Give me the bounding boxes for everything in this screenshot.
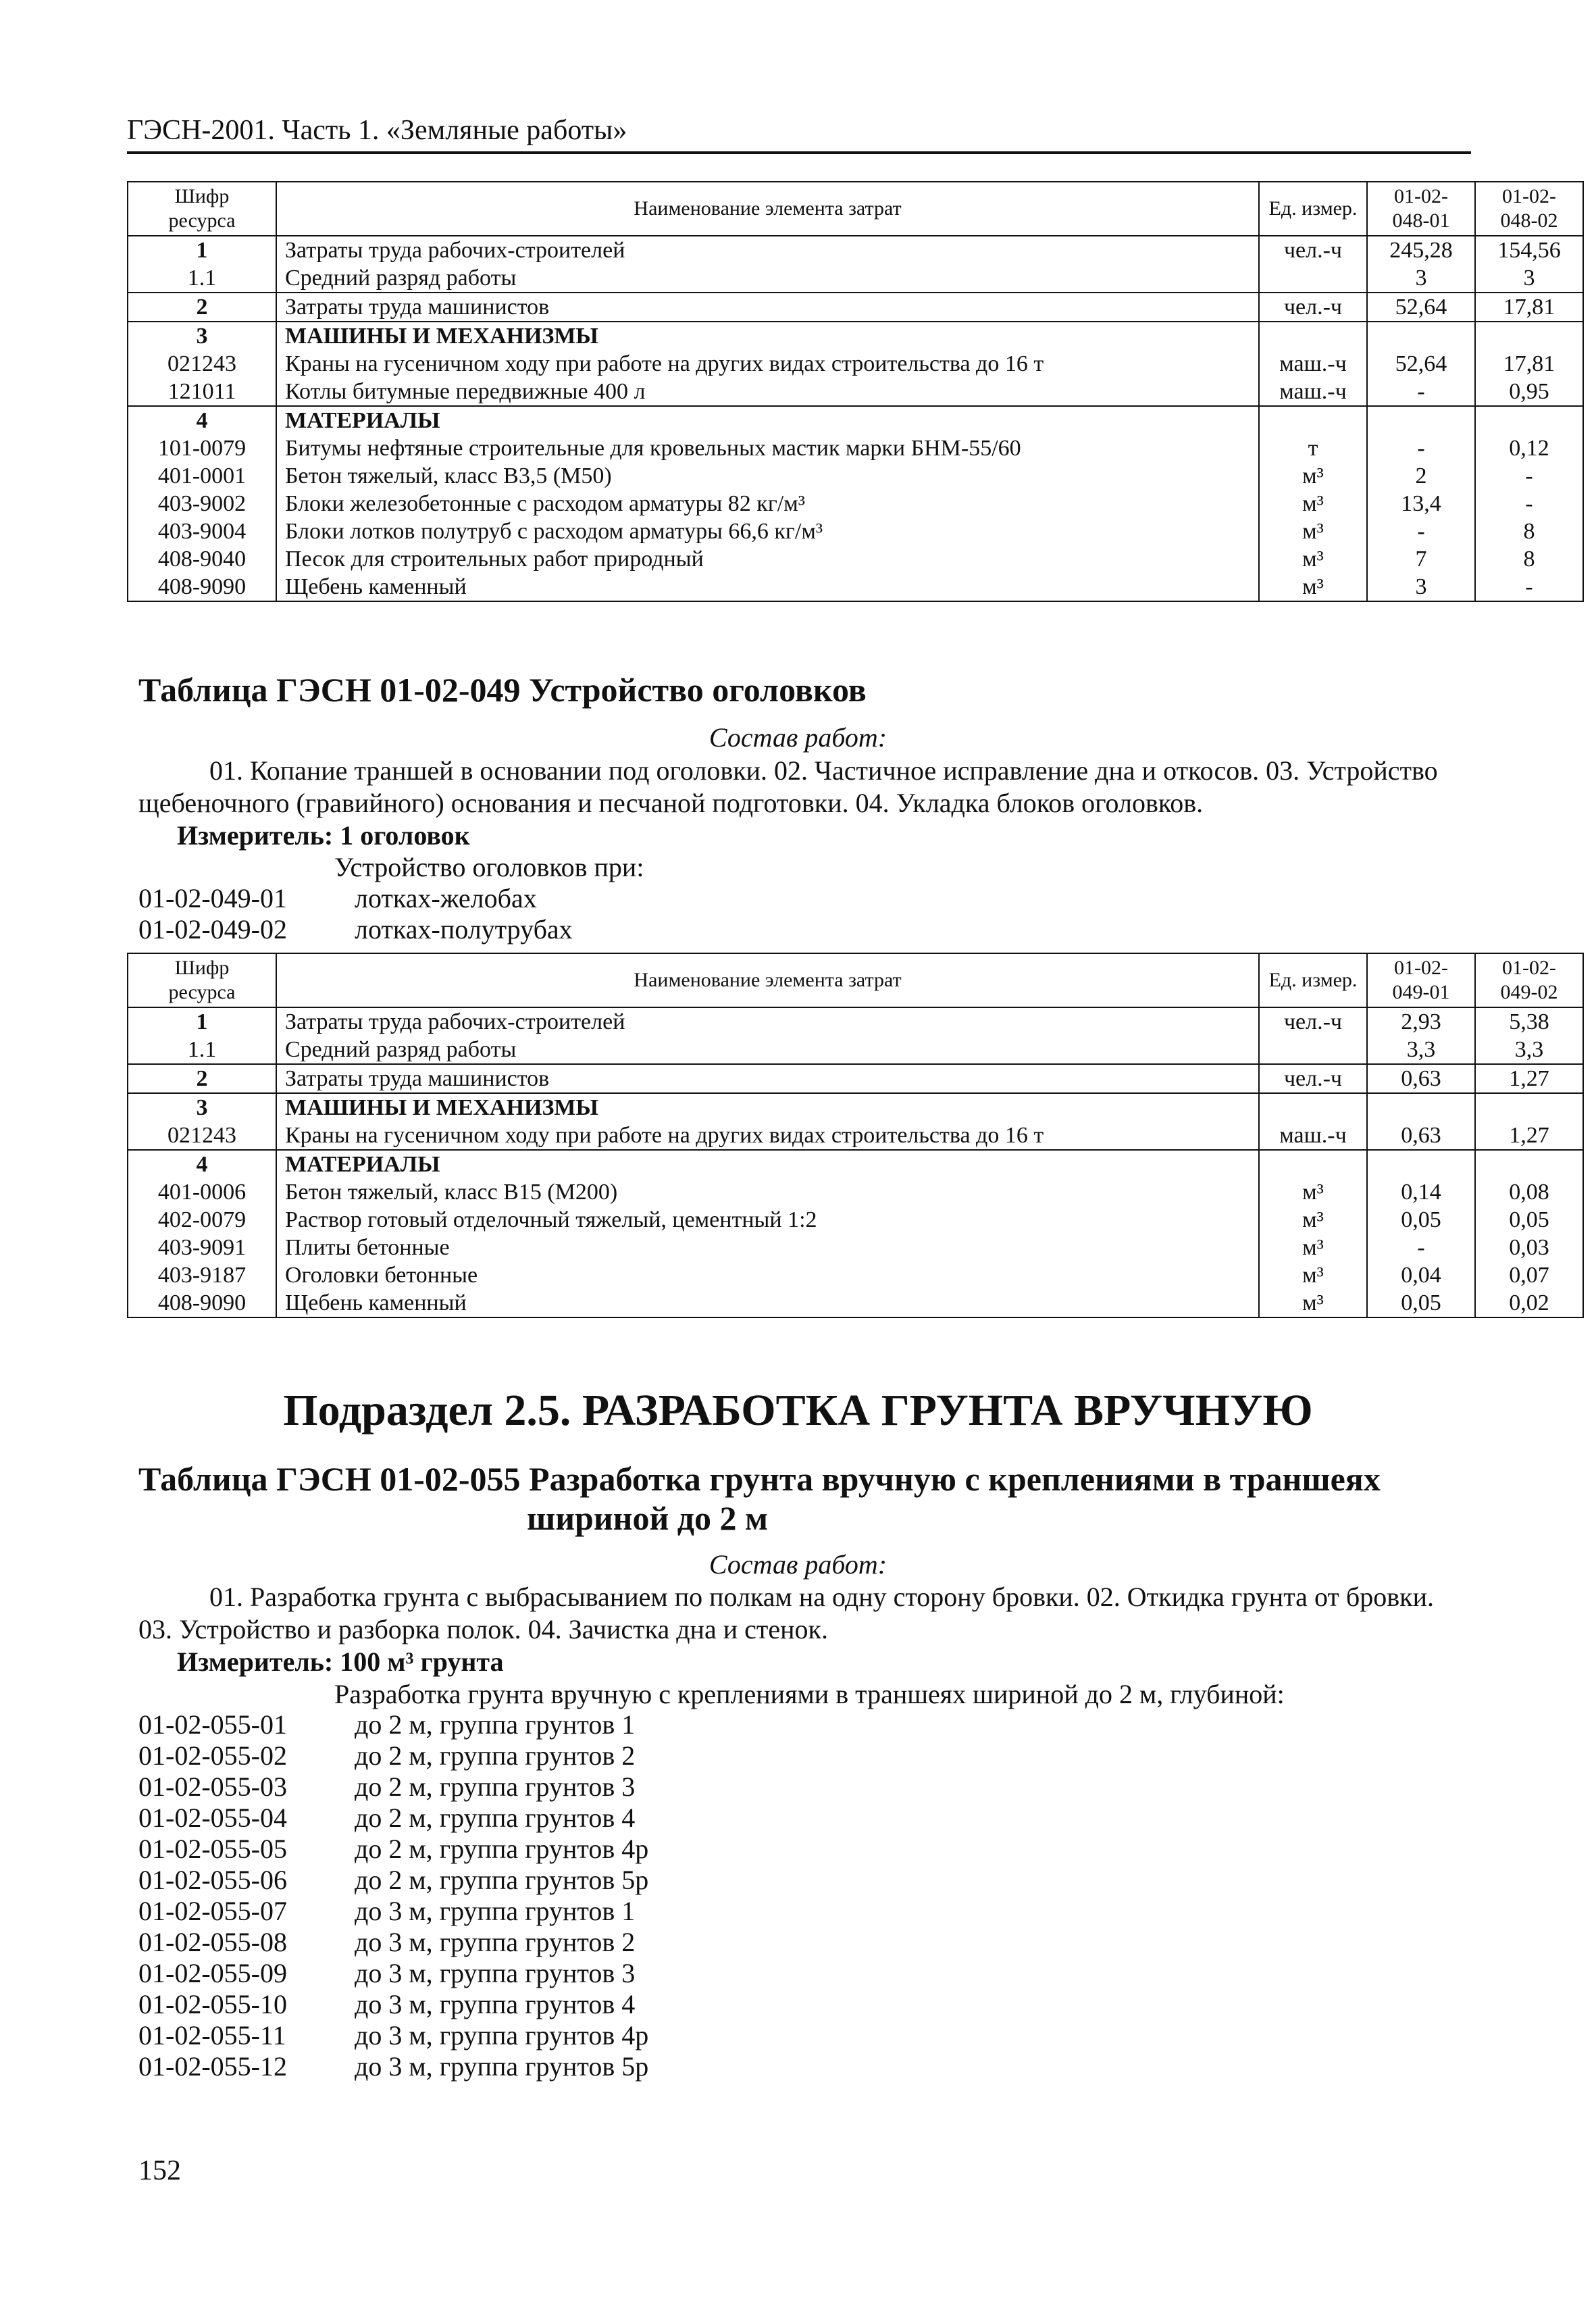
variant-text: до 3 м, группа грунтов 4 [355,1989,636,2019]
value-col2: - [1475,573,1583,601]
resource-unit: м³ [1259,518,1367,545]
running-header: ГЭСН-2001. Часть 1. «Земляные работы» [127,114,1471,154]
value-col1 [1367,1093,1475,1122]
variant-text: до 2 м, группа грунтов 5р [355,1865,649,1895]
resource-code: 408-9040 [128,545,276,573]
value-col2: 1,27 [1475,1122,1583,1150]
variant-text: до 2 м, группа грунтов 3 [355,1771,636,1802]
value-col1 [1367,1150,1475,1178]
header-unit: Ед. измер. [1259,953,1367,1007]
table-row [128,518,1583,545]
variant-row [0,1803,1596,1834]
variant-text: до 3 м, группа грунтов 1 [355,1896,636,1926]
header-unit: Ед. измер. [1259,182,1367,236]
header-col1: 01-02- 048-01 [1367,182,1475,236]
resource-code: 403-9091 [128,1234,276,1261]
table-row [128,573,1583,601]
resource-code: 2 [128,1064,276,1093]
composition-text-line1: 01. Копание траншей в основании под оголовки. 02. Частичное исправление дна и откосов. 03. Устройство [209,755,1438,786]
resource-unit: м³ [1259,1206,1367,1234]
meter-label: Измеритель: 1 оголовок [177,820,470,851]
table-row [128,1150,1583,1178]
table-row [128,1064,1583,1093]
resource-unit: м³ [1259,1261,1367,1289]
resource-unit: чел.-ч [1259,293,1367,322]
table-header-row [128,953,1583,1007]
value-col2 [1475,406,1583,434]
resource-unit: м³ [1259,490,1367,518]
table-row [128,350,1583,378]
value-col2 [1475,1093,1583,1122]
value-col1: 0,05 [1367,1289,1475,1317]
resource-name: Затраты труда машинистов [276,1064,1259,1093]
variant-code: 01-02-055-01 [138,1709,287,1740]
resource-code: 021243 [128,1122,276,1150]
resource-name: Средний разряд работы [276,264,1259,293]
resource-code: 402-0079 [128,1206,276,1234]
variant-text: лотках-полутрубах [355,914,573,945]
value-col2: 3,3 [1475,1036,1583,1064]
variant-row [0,2020,1596,2051]
variant-code: 01-02-055-10 [138,1989,287,2019]
resource-name: Плиты бетонные [276,1234,1259,1261]
table-row [128,1178,1583,1206]
variant-code: 01-02-055-09 [138,1958,287,1988]
table-row [128,378,1583,406]
value-col1: 245,28 [1367,236,1475,264]
resource-name: Средний разряд работы [276,1036,1259,1064]
variant-text: до 2 м, группа грунтов 2 [355,1740,636,1771]
variants-prefix: Устройство оголовков при: [334,852,644,882]
variant-code: 01-02-055-04 [138,1803,287,1833]
value-col1: 3 [1367,264,1475,293]
variant-code: 01-02-055-05 [138,1834,287,1864]
variant-code: 01-02-055-11 [138,2020,286,2051]
resource-unit: чел.-ч [1259,1007,1367,1036]
resource-name: Бетон тяжелый, класс В15 (М200) [276,1178,1259,1206]
value-col1: 7 [1367,545,1475,573]
value-col2: 0,95 [1475,378,1583,406]
header-col2: 01-02- 048-02 [1475,182,1583,236]
table-049-title: Таблица ГЭСН 01-02-049 Устройство оголовков [138,671,867,709]
resource-code: 4 [128,406,276,434]
value-col1: 0,63 [1367,1122,1475,1150]
variant-code: 01-02-049-01 [138,883,287,913]
resource-code: 1 [128,1007,276,1036]
variant-text: до 2 м, группа грунтов 1 [355,1709,636,1740]
table-row [128,406,1583,434]
resource-unit [1259,1150,1367,1178]
resource-name: МАТЕРИАЛЫ [276,406,1259,434]
value-col1: 0,14 [1367,1178,1475,1206]
header-code: Шифр ресурса [128,182,276,236]
variant-text: до 2 м, группа грунтов 4 [355,1803,636,1833]
variant-row [0,1958,1596,1989]
resource-unit [1259,1036,1367,1064]
value-col1: - [1367,434,1475,462]
variant-row [0,1927,1596,1958]
value-col2: 0,02 [1475,1289,1583,1317]
table-row [128,236,1583,264]
header-col1: 01-02- 049-01 [1367,953,1475,1007]
table-row [128,1093,1583,1122]
resource-name: Щебень каменный [276,1289,1259,1317]
resource-name: Котлы битумные передвижные 400 л [276,378,1259,406]
variant-code: 01-02-055-03 [138,1771,287,1802]
variant-row [0,1834,1596,1865]
resource-unit [1259,1093,1367,1122]
resource-name: Битумы нефтяные строительные для кровельных мастик марки БНМ-55/60 [276,434,1259,462]
header-name: Наименование элемента затрат [276,182,1259,236]
table-055-title-line2: шириной до 2 м [527,1499,769,1537]
value-col1: 3,3 [1367,1036,1475,1064]
resource-name: Оголовки бетонные [276,1261,1259,1289]
resource-unit: чел.-ч [1259,236,1367,264]
variant-text: до 3 м, группа грунтов 4р [355,2020,649,2051]
header-code: Шифр ресурса [128,953,276,1007]
table-row [128,1206,1583,1234]
table-header-row [128,182,1583,236]
resource-code: 401-0001 [128,462,276,490]
resource-name: Песок для строительных работ природный [276,545,1259,573]
value-col2: 17,81 [1475,293,1583,322]
value-col2: 3 [1475,264,1583,293]
variant-row [0,1896,1596,1927]
subsection-title: Подраздел 2.5. РАЗРАБОТКА ГРУНТА ВРУЧНУЮ [283,1386,1313,1435]
variant-code: 01-02-055-07 [138,1896,287,1926]
value-col2: 8 [1475,545,1583,573]
resource-name: Затраты труда машинистов [276,293,1259,322]
value-col2: 17,81 [1475,350,1583,378]
value-col1 [1367,322,1475,350]
table-row [128,1122,1583,1150]
value-col2: 5,38 [1475,1007,1583,1036]
resource-unit [1259,406,1367,434]
value-col2: 0,05 [1475,1206,1583,1234]
value-col1: 2 [1367,462,1475,490]
header-name: Наименование элемента затрат [276,953,1259,1007]
page-number: 152 [138,2155,181,2186]
resource-unit: маш.-ч [1259,350,1367,378]
resource-name: МАТЕРИАЛЫ [276,1150,1259,1178]
resource-code: 1 [128,236,276,264]
variant-row [0,1865,1596,1896]
variant-row [0,1771,1596,1803]
composition-text-line1: 01. Разработка грунта с выбрасыванием по полкам на одну сторону бровки. 02. Откидка грунта от бровки. [209,1582,1434,1612]
resource-code: 3 [128,1093,276,1122]
value-col2: 1,27 [1475,1064,1583,1093]
resource-unit: т [1259,434,1367,462]
header-col2: 01-02- 049-02 [1475,953,1583,1007]
table-row [128,434,1583,462]
value-col2: 0,08 [1475,1178,1583,1206]
resource-unit: маш.-ч [1259,378,1367,406]
resource-unit: м³ [1259,1178,1367,1206]
value-col2 [1475,322,1583,350]
table-row [128,1261,1583,1289]
value-col1 [1367,406,1475,434]
resource-name: Бетон тяжелый, класс В3,5 (М50) [276,462,1259,490]
composition-text-line2: щебеночного (гравийного) основания и песчаной подготовки. 04. Укладка блоков оголовков. [138,788,1204,818]
variants-prefix: Разработка грунта вручную с креплениями в траншеях шириной до 2 м, глубиной: [334,1679,1285,1709]
resource-unit: чел.-ч [1259,1064,1367,1093]
variant-row [0,1989,1596,2020]
resource-code: 403-9002 [128,490,276,518]
resource-code: 1.1 [128,264,276,293]
resource-name: Краны на гусеничном ходу при работе на других видах строительства до 16 т [276,350,1259,378]
value-col2: 0,03 [1475,1234,1583,1261]
resource-code: 1.1 [128,1036,276,1064]
value-col2: - [1475,490,1583,518]
resource-code: 401-0006 [128,1178,276,1206]
value-col2: 0,12 [1475,434,1583,462]
resource-unit: маш.-ч [1259,1122,1367,1150]
resource-table-049 [127,953,1584,1318]
value-col1: - [1367,1234,1475,1261]
value-col1: 52,64 [1367,293,1475,322]
value-col2: - [1475,462,1583,490]
value-col1: 0,04 [1367,1261,1475,1289]
composition-label: Состав работ: [709,1549,887,1580]
meter-label: Измеритель: 100 м³ грунта [177,1646,504,1677]
resource-table-048 [127,181,1584,602]
resource-code: 021243 [128,350,276,378]
variant-row [0,914,1596,945]
resource-code: 408-9090 [128,573,276,601]
variant-text: до 3 м, группа грунтов 5р [355,2051,649,2082]
table-row [128,1036,1583,1064]
value-col2: 8 [1475,518,1583,545]
table-row [128,490,1583,518]
resource-unit: м³ [1259,573,1367,601]
value-col2: 0,07 [1475,1261,1583,1289]
variant-code: 01-02-055-06 [138,1865,287,1895]
value-col1: 0,63 [1367,1064,1475,1093]
resource-code: 101-0079 [128,434,276,462]
variant-row [0,2051,1596,2082]
variant-code: 01-02-049-02 [138,914,287,945]
table-row [128,1289,1583,1317]
resource-name: Краны на гусеничном ходу при работе на других видах строительства до 16 т [276,1122,1259,1150]
value-col1: 3 [1367,573,1475,601]
variant-code: 01-02-055-02 [138,1740,287,1771]
resource-code: 4 [128,1150,276,1178]
table-055-title: Таблица ГЭСН 01-02-055 Разработка грунта вручную с креплениями в траншеях [138,1460,1381,1498]
table-row [128,264,1583,293]
resource-unit: м³ [1259,462,1367,490]
table-row [128,462,1583,490]
value-col1: - [1367,378,1475,406]
variant-code: 01-02-055-08 [138,1927,287,1957]
value-col1: 0,05 [1367,1206,1475,1234]
resource-code: 121011 [128,378,276,406]
resource-name: Блоки лотков полутруб с расходом арматуры 66,6 кг/м³ [276,518,1259,545]
resource-name: МАШИНЫ И МЕХАНИЗМЫ [276,1093,1259,1122]
variant-text: лотках-желобах [355,883,537,913]
composition-text-line2: 03. Устройство и разборка полок. 04. Зачистка дна и стенок. [138,1614,828,1644]
value-col1: 52,64 [1367,350,1475,378]
variant-row [0,1740,1596,1771]
resource-code: 403-9004 [128,518,276,545]
table-row [128,1234,1583,1261]
value-col2: 154,56 [1475,236,1583,264]
value-col1: 2,93 [1367,1007,1475,1036]
value-col1: - [1367,518,1475,545]
resource-unit [1259,322,1367,350]
resource-name: Раствор готовый отделочный тяжелый, цементный 1:2 [276,1206,1259,1234]
resource-unit: м³ [1259,545,1367,573]
variant-row [0,1709,1596,1740]
resource-name: Затраты труда рабочих-строителей [276,236,1259,264]
resource-unit: м³ [1259,1289,1367,1317]
variant-text: до 3 м, группа грунтов 3 [355,1958,636,1988]
variant-row [0,883,1596,914]
table-row [128,293,1583,322]
variant-text: до 2 м, группа грунтов 4р [355,1834,649,1864]
resource-unit [1259,264,1367,293]
resource-unit: м³ [1259,1234,1367,1261]
resource-code: 3 [128,322,276,350]
variant-code: 01-02-055-12 [138,2051,287,2082]
table-row [128,322,1583,350]
resource-code: 2 [128,293,276,322]
composition-label: Состав работ: [709,722,887,753]
table-row [128,1007,1583,1036]
resource-code: 403-9187 [128,1261,276,1289]
value-col2 [1475,1150,1583,1178]
resource-name: Щебень каменный [276,573,1259,601]
resource-name: МАШИНЫ И МЕХАНИЗМЫ [276,322,1259,350]
value-col1: 13,4 [1367,490,1475,518]
resource-code: 408-9090 [128,1289,276,1317]
resource-name: Затраты труда рабочих-строителей [276,1007,1259,1036]
variant-text: до 3 м, группа грунтов 2 [355,1927,636,1957]
resource-name: Блоки железобетонные с расходом арматуры 82 кг/м³ [276,490,1259,518]
table-row [128,545,1583,573]
